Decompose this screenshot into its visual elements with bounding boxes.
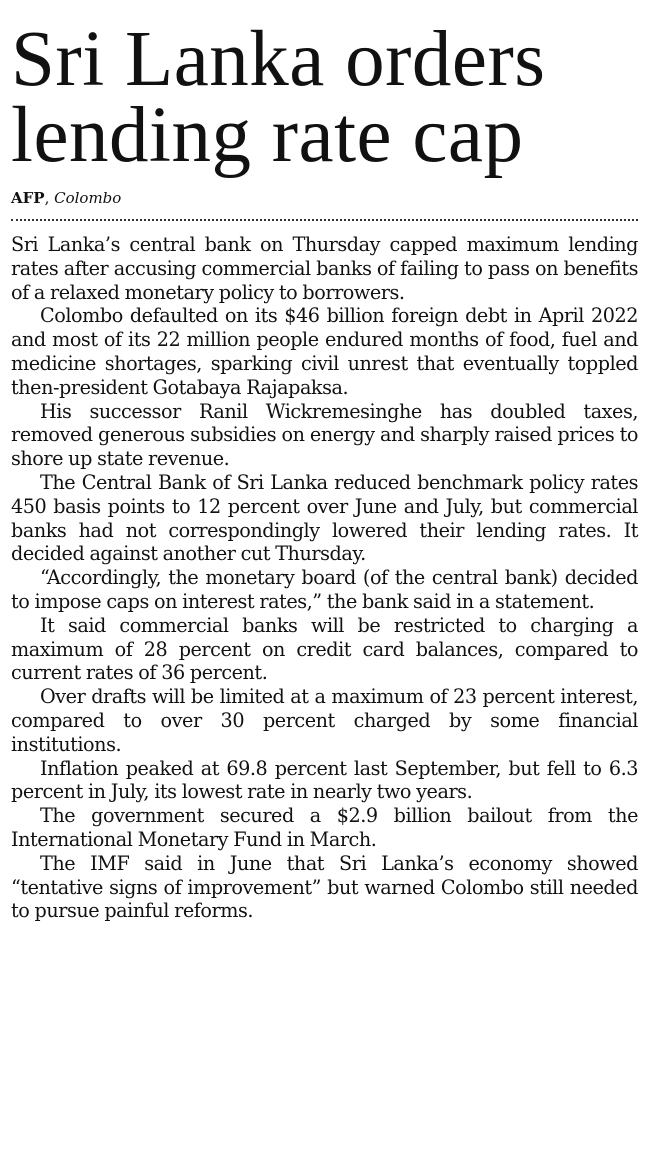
paragraph: The Central Bank of Sri Lanka reduced benchmark policy rates 450 basis points to 12 percent over June and July, but commercial banks had not correspondingly lowered their lending rates. It decided against another cut Thursday. — [11, 470, 638, 566]
byline-separator: , — [44, 189, 55, 207]
paragraph: Colombo defaulted on its $46 billion foreign debt in April 2022 and most of its 22 million people endured months of food, fuel and medicine shortages, sparking civil unrest that eventually toppled then-president Gotabaya Rajapaksa. — [11, 304, 638, 399]
byline — [11, 188, 638, 208]
paragraph: His successor Ranil Wickremesinghe has doubled taxes, removed generous subsidies on energy and sharply raised prices to shore up state revenue. — [11, 399, 638, 471]
byline-agency: AFP — [11, 189, 45, 207]
paragraph: Sri Lanka’s central bank on Thursday capped maximum lending rates after accusing commercial banks of failing to pass on benefits of a relaxed monetary policy to borrowers. — [11, 233, 638, 304]
paragraph: The government secured a $2.9 billion bailout from the International Monetary Fund in March. — [11, 804, 638, 851]
paragraph: The IMF said in June that Sri Lanka’s economy showed “tentative signs of improvement” but warned Colombo still needed to pursue painful reforms. — [11, 851, 638, 923]
article-body — [11, 233, 638, 923]
news-article — [11, 0, 638, 923]
paragraph: Over drafts will be limited at a maximum of 23 percent interest, compared to over 30 percent charged by some financial institutions. — [11, 685, 638, 756]
paragraph: “Accordingly, the monetary board (of the central bank) decided to impose caps on interest rates,” the bank said in a statement. — [11, 566, 638, 613]
dotted-divider — [11, 219, 638, 221]
headline: Sri Lanka orders lending rate cap — [11, 16, 546, 179]
paragraph: Inflation peaked at 69.8 percent last September, but fell to 6.3 percent in July, its lowest rate in nearly two years. — [11, 756, 638, 804]
paragraph: It said commercial banks will be restricted to charging a maximum of 28 percent on credit card balances, compared to current rates of 36 percent. — [11, 613, 638, 685]
byline-location: Colombo — [54, 189, 122, 207]
